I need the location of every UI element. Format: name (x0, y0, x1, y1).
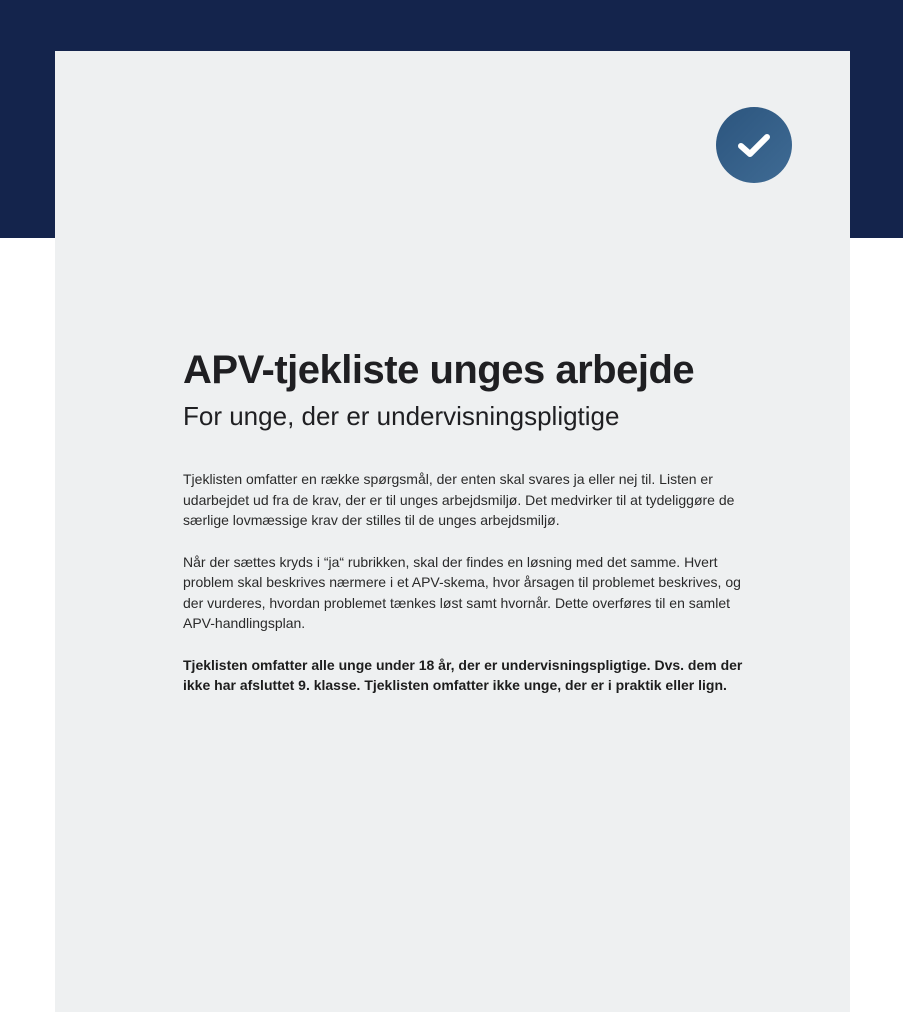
instructions-paragraph: Når der sættes kryds i “ja“ rubrikken, skal der findes en løsning med det samme. Hvert problem skal beskrives nærmere i et APV-skema, hvor årsagen til problemet beskrives, og der vurderes, hvordan problemet tænkes løst samt hvornår. Dette overføres til en samlet APV-handlingsplan. (183, 553, 741, 631)
document-page (55, 51, 850, 1012)
page-title: APV-tjekliste unges arbejde (183, 348, 695, 392)
checkmark-icon (732, 123, 776, 167)
check-circle-icon (716, 107, 792, 183)
intro-paragraph: Tjeklisten omfatter en række spørgsmål, der enten skal svares ja eller nej til. Listen er udarbejdet ud fra de krav, der er til unges arbejdsmiljø. Det medvirker til at tydeliggøre de særlige lovmæssige krav der stilles til de unges arbejdsmiljø. (183, 471, 735, 528)
scope-paragraph: Tjeklisten omfatter alle unge under 18 år, der er undervisningspligtige. Dvs. dem der ikke har afsluttet 9. klasse. Tjeklisten omfatter ikke unge, der er i praktik eller lign. (183, 656, 743, 693)
document-content (183, 346, 743, 696)
page-subtitle: For unge, der er undervisningspligtige (183, 401, 620, 431)
